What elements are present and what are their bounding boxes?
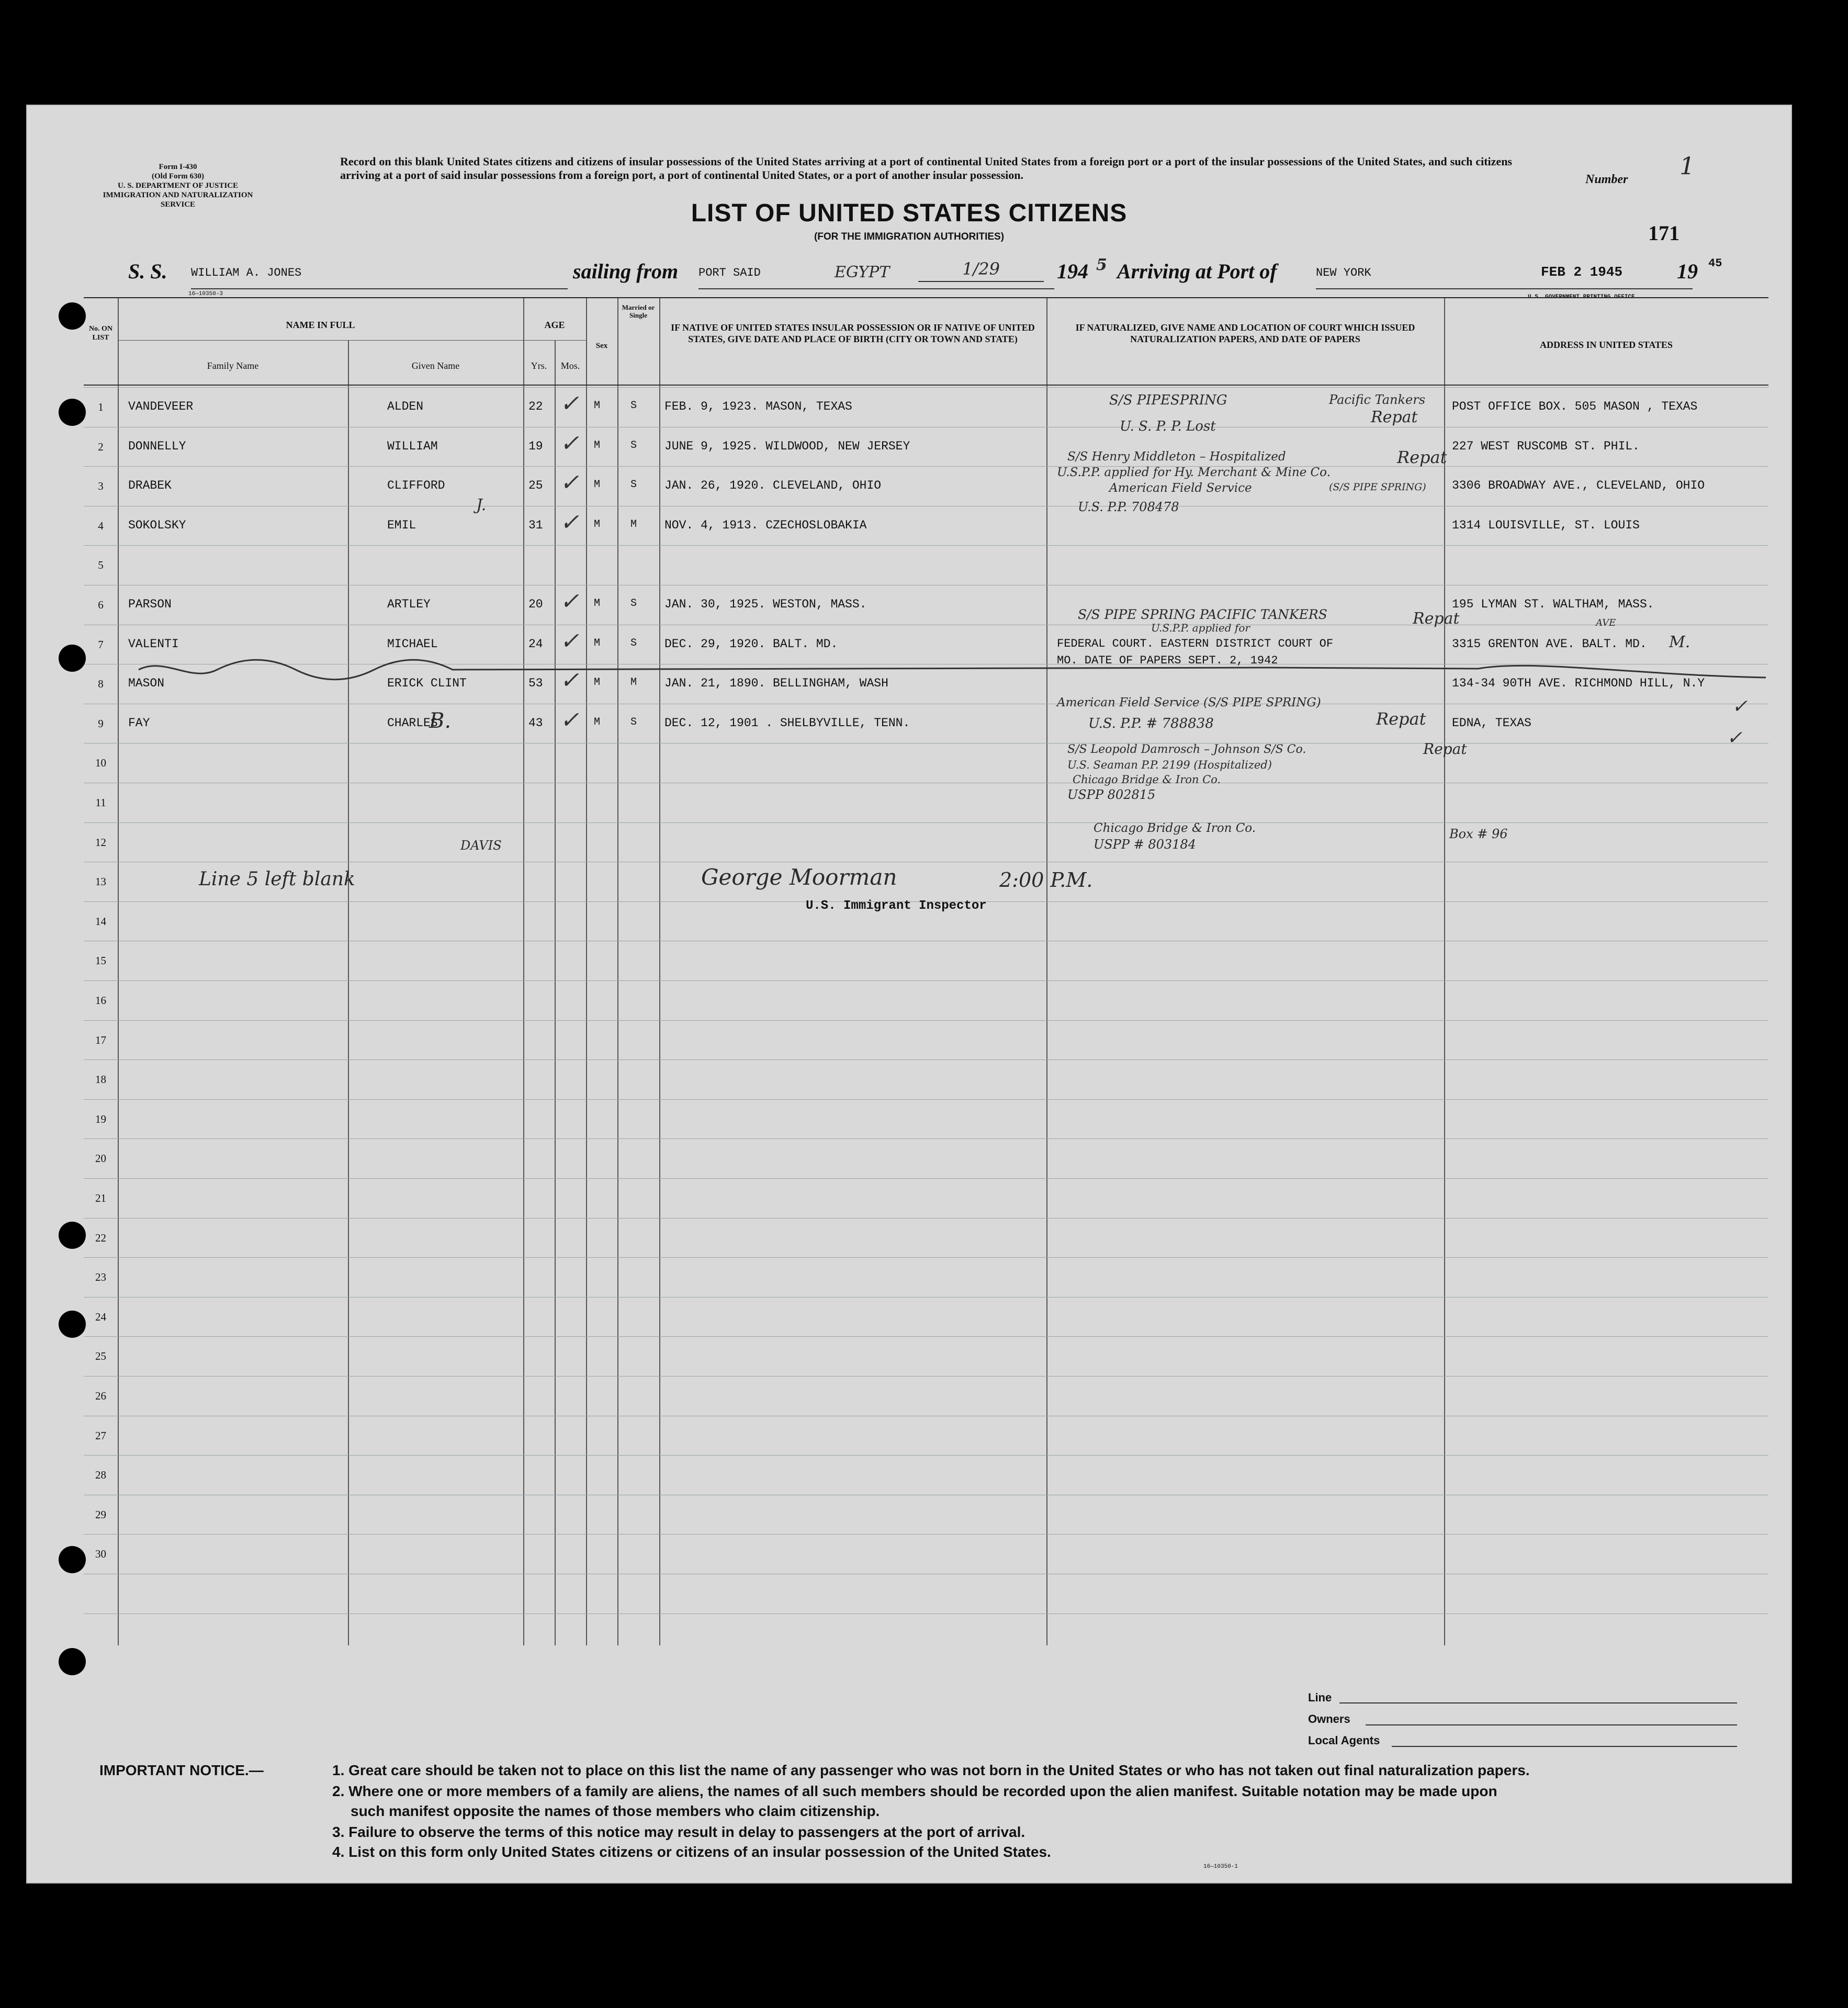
notice-item-4: 4. List on this form only United States citizens or citizens of an insular possession of the United States.: [332, 1844, 1051, 1860]
col-divider: [1046, 298, 1047, 1645]
passenger-sex: M: [594, 400, 601, 412]
row-number: 18: [95, 1073, 106, 1086]
arriving-label: Arriving at Port of: [1117, 260, 1277, 283]
row-number: 17: [95, 1033, 106, 1046]
passenger-marital-status: S: [630, 400, 637, 412]
row-number: 8: [98, 678, 104, 691]
passenger-address: 3315 GRENTON AVE. BALT. MD.: [1452, 637, 1647, 651]
hw-row4-ship: S/S PIPE SPRING PACIFIC TANKERS: [1078, 607, 1327, 622]
hw-row1-status: Repat: [1371, 408, 1418, 426]
year-suffix: 5: [1096, 256, 1107, 274]
number-value: 1: [1680, 152, 1695, 180]
row-number: 16: [95, 994, 106, 1007]
print-code-top: 16—10350-3: [188, 291, 223, 297]
row-rule: [84, 1178, 1768, 1179]
hw-row7-passport: U.S. Seaman P.P. 2199 (Hospitalized): [1067, 759, 1272, 771]
port-to: NEW YORK: [1316, 259, 1693, 289]
passenger-birth: DEC. 29, 1920. BALT. MD.: [664, 637, 838, 651]
row-rule: [84, 1297, 1768, 1298]
check-mark-icon: ✓: [560, 667, 579, 694]
inspector-signature: George Moorman: [701, 864, 897, 890]
passenger-address: EDNA, TEXAS: [1452, 716, 1531, 730]
header-no-on-list: No. ON LIST: [88, 325, 113, 342]
row-number: 28: [95, 1469, 106, 1482]
col-divider: [617, 298, 618, 1645]
row-rule: [84, 387, 1768, 388]
header-bottom-line: [84, 385, 1768, 386]
passenger-marital-status: M: [630, 518, 637, 531]
hw-given-initial-row6: B.: [429, 709, 452, 733]
row-rule: [84, 1257, 1768, 1258]
arrival-date-stamp: FEB 2 1945: [1541, 264, 1623, 280]
passenger-address: POST OFFICE BOX. 505 MASON , TEXAS: [1452, 400, 1698, 413]
passenger-given-name: WILLIAM: [387, 439, 438, 453]
year-value: 45: [1708, 257, 1722, 270]
passenger-address: 195 LYMAN ST. WALTHAM, MASS.: [1452, 597, 1654, 611]
passenger-address: 3306 BROADWAY AVE., CLEVELAND, OHIO: [1452, 479, 1705, 493]
passenger-sex: M: [594, 518, 601, 531]
hw-row9-employer: Chicago Bridge & Iron Co.: [1094, 821, 1256, 835]
binder-hole: [59, 302, 86, 330]
col-divider: [586, 298, 587, 1645]
header-address: ADDRESS IN UNITED STATES: [1540, 340, 1673, 350]
passenger-given-name: ARTLEY: [387, 597, 431, 611]
row-rule: [84, 1059, 1768, 1060]
passenger-birth: JUNE 9, 1925. WILDWOOD, NEW JERSEY: [664, 439, 910, 453]
passenger-birth: DEC. 12, 1901 . SHELBYVILLE, TENN.: [664, 716, 910, 730]
margin-check-mark: ✓: [1732, 696, 1748, 717]
number-label: Number: [1585, 173, 1628, 186]
passenger-address: 227 WEST RUSCOMB ST. PHIL.: [1452, 439, 1640, 453]
manifest-sheet: [26, 105, 1792, 1883]
hw-given-initial-row3: J.: [476, 496, 487, 514]
binder-hole: [59, 1222, 86, 1249]
naturalization-court: FEDERAL COURT. EASTERN DISTRICT COURT OF: [1057, 637, 1334, 650]
hw-row2-passport: U.S.P.P. applied for Hy. Merchant & Mine Co.: [1057, 466, 1331, 479]
row-rule: [84, 1138, 1768, 1139]
notice-heading: IMPORTANT NOTICE.—: [99, 1762, 264, 1778]
row-number: 27: [95, 1429, 106, 1442]
page-title: LIST OF UNITED STATES CITIZENS: [691, 199, 1128, 227]
passenger-family-name: VALENTI: [128, 637, 179, 651]
binder-hole: [59, 1546, 86, 1573]
row-rule: [84, 1336, 1768, 1337]
passenger-age-years: 19: [528, 439, 543, 453]
row-rule: [84, 1218, 1768, 1219]
row-number: 20: [95, 1152, 106, 1165]
header-sex: Sex: [595, 342, 608, 350]
passenger-family-name: DRABEK: [128, 479, 172, 493]
sailing-label: sailing from: [573, 260, 679, 283]
passenger-birth: NOV. 4, 1913. CZECHOSLOBAKIA: [664, 518, 867, 532]
passenger-address: 134-34 90TH AVE. RICHMOND HILL, N.Y: [1452, 676, 1705, 691]
col-divider: [523, 298, 524, 1645]
print-office: U.S. GOVERNMENT PRINTING OFFICE: [1528, 294, 1635, 300]
hw-row6-service: American Field Service (S/S PIPE SPRING): [1057, 696, 1321, 709]
hw-row8-employer: Chicago Bridge & Iron Co.: [1073, 773, 1221, 786]
hw-row6-passport: U.S. P.P. # 788838: [1088, 716, 1214, 731]
row-rule: [84, 980, 1768, 981]
binder-hole: [59, 645, 86, 672]
row-rule: [84, 822, 1768, 823]
hw-row7-status: Repat: [1423, 740, 1467, 758]
year-prefix: 194: [1057, 260, 1088, 283]
passenger-marital-status: S: [630, 637, 637, 649]
page-number: 171: [1648, 221, 1680, 245]
row-number: 19: [95, 1112, 106, 1125]
hw-middle-name-row9: DAVIS: [460, 838, 502, 853]
hw-row2-ship: S/S Henry Middleton – Hospitalized: [1067, 450, 1286, 464]
passenger-age-years: 43: [528, 716, 543, 730]
passenger-marital-status: S: [630, 716, 637, 728]
passenger-given-name: CHARLES: [387, 716, 438, 730]
passenger-given-name: ERICK CLINT: [387, 676, 467, 691]
row-number: 11: [95, 796, 106, 809]
passenger-marital-status: M: [630, 676, 637, 689]
passenger-given-name: ALDEN: [387, 400, 424, 413]
print-code-bottom: 16—10350-1: [1203, 1864, 1238, 1870]
row-rule: [84, 1020, 1768, 1021]
row-rule: [84, 1099, 1768, 1100]
row-number: 26: [95, 1390, 106, 1402]
notice-item-2: 2. Where one or more members of a family are aliens, the names of all such members should be recorded upon the alien manifest. Suitable notation may be made upon: [332, 1783, 1497, 1799]
passenger-sex: M: [594, 479, 601, 491]
row-number: 30: [95, 1548, 106, 1561]
footer-owners-rule: [1366, 1724, 1737, 1725]
row-rule: [84, 466, 1768, 467]
binder-hole: [59, 1311, 86, 1338]
footer-agents-rule: [1392, 1746, 1737, 1747]
row-number: 24: [95, 1310, 106, 1323]
voyage-line: [128, 256, 1750, 290]
header-subline: [118, 340, 586, 341]
ship-name: WILLIAM A. JONES: [191, 259, 568, 289]
hw-row1-passport: U. S. P. P. Lost: [1120, 419, 1216, 434]
col-divider: [555, 340, 556, 1645]
passenger-marital-status: S: [630, 479, 637, 491]
header-naturalized: IF NATURALIZED, GIVE NAME AND LOCATION OF COURT WHICH ISSUED NATURALIZATION PAPERS, AND DATE OF PAPERS: [1075, 322, 1415, 344]
passenger-given-name: CLIFFORD: [387, 479, 445, 493]
hw-row4-passport: U.S.P.P. applied for: [1151, 622, 1250, 634]
hw-row8-passport: USPP 802815: [1067, 787, 1156, 802]
binder-hole: [59, 399, 86, 426]
notice-item-3: 3. Failure to observe the terms of this notice may result in delay to passengers at the port of arrival.: [332, 1824, 1026, 1840]
check-mark-icon: ✓: [560, 430, 579, 457]
hw-row6-status: Repat: [1376, 709, 1426, 729]
passenger-age-years: 25: [528, 479, 543, 493]
year-label: 19: [1677, 260, 1698, 283]
col-divider: [348, 340, 349, 1645]
row-number: 10: [95, 757, 106, 770]
notice-item-2-cont: such manifest opposite the names of those members who claim citizenship.: [351, 1803, 880, 1819]
notice-item-1: 1. Great care should be taken not to place on this list the name of any passenger who was not born in the United States or who has not taken out final naturalization papers.: [332, 1762, 1530, 1778]
hw-row4-status: Repat: [1413, 610, 1460, 628]
check-mark-icon: ✓: [560, 509, 579, 536]
passenger-marital-status: S: [630, 439, 637, 452]
passenger-age-years: 22: [528, 400, 543, 413]
row-rule: [84, 1455, 1768, 1456]
passenger-age-years: 20: [528, 597, 543, 611]
check-mark-icon: ✓: [560, 469, 579, 497]
row-rule: [84, 1376, 1768, 1377]
passenger-family-name: SOKOLSKY: [128, 518, 186, 532]
passenger-sex: M: [594, 716, 601, 728]
row-number: 13: [95, 875, 106, 888]
row-number: 3: [98, 480, 104, 493]
passenger-given-name: EMIL: [387, 518, 416, 532]
passenger-given-name: MICHAEL: [387, 637, 438, 651]
row-number: 1: [98, 401, 104, 413]
hw-row1-company: Pacific Tankers: [1329, 392, 1426, 407]
instructions: Record on this blank United States citizens and citizens of insular possessions of the United States arriving at a port of continental United States from a foreign port or a port of the insular possessions of the United States, and such citizens arriving at a port of said insular possessions from a foreign port, a port of continental United States, or a port of another insular possession.: [340, 155, 1512, 182]
row-rule: [84, 1534, 1768, 1535]
passenger-birth: JAN. 26, 1920. CLEVELAND, OHIO: [664, 479, 882, 493]
footer-owners-label: Owners: [1308, 1712, 1350, 1725]
row-number: 4: [98, 519, 104, 532]
header-given-name: Given Name: [411, 360, 460, 371]
hw-row7-ship: S/S Leopold Damrosch – Johnson S/S Co.: [1067, 743, 1306, 756]
passenger-table: [84, 291, 1768, 1645]
ss-label: S. S.: [128, 260, 167, 283]
passenger-birth: FEB. 9, 1923. MASON, TEXAS: [664, 400, 852, 413]
passenger-family-name: FAY: [128, 716, 150, 730]
hw-row3-service: American Field Service: [1109, 481, 1252, 495]
port-from: PORT SAID: [698, 259, 1054, 289]
hw-address-state-row4: M.: [1669, 633, 1691, 651]
passenger-address: 1314 LOUISVILLE, ST. LOUIS: [1452, 518, 1640, 532]
row-number: 5: [98, 559, 104, 572]
col-divider: [118, 298, 119, 1645]
naturalization-date: MO. DATE OF PAPERS SEPT. 2, 1942: [1057, 654, 1278, 667]
row-number: 6: [98, 599, 104, 611]
row-number: 7: [98, 638, 104, 651]
header-yrs: Yrs.: [531, 360, 547, 371]
line-5-strike: [118, 654, 1766, 685]
hw-row3-passport: U.S. P.P. 708478: [1078, 500, 1179, 514]
date-from: 1/29: [918, 259, 1044, 282]
row-rule: [84, 545, 1768, 546]
signature-time: 2:00 P.M.: [999, 868, 1093, 892]
passenger-birth: JAN. 21, 1890. BELLINGHAM, WASH: [664, 676, 888, 691]
old-form-number: (Old Form 630): [152, 172, 204, 181]
row-number: 14: [95, 915, 106, 928]
department: U. S. DEPARTMENT OF JUSTICE: [117, 182, 239, 190]
hw-row3-ship: (S/S PIPE SPRING): [1329, 481, 1426, 493]
row-number: 29: [95, 1508, 106, 1521]
hw-line5-note: Line 5 left blank: [199, 868, 355, 890]
passenger-sex: M: [594, 637, 601, 649]
header-married-single: Married or Single: [622, 303, 655, 319]
passenger-sex: M: [594, 439, 601, 452]
row-number: 12: [95, 836, 106, 849]
passenger-family-name: MASON: [128, 676, 165, 691]
binder-hole: [59, 1648, 86, 1675]
header-family-name: Family Name: [207, 360, 259, 371]
row-number: 21: [95, 1192, 106, 1204]
footer-line-rule: [1339, 1702, 1737, 1704]
header-mos: Mos.: [560, 360, 580, 371]
header-birth: IF NATIVE OF UNITED STATES INSULAR POSSESSION OR IF NATIVE OF UNITED STATES, GIVE DATE AND PLACE OF BIRTH (CITY OR TOWN AND STATE): [671, 322, 1035, 344]
page-subtitle: (FOR THE IMMIGRATION AUTHORITIES): [814, 231, 1005, 242]
row-number: 22: [95, 1231, 106, 1244]
hw-address-ave-row4: AVE: [1596, 617, 1616, 628]
passenger-age-years: 53: [528, 676, 543, 691]
row-number: 9: [98, 717, 104, 730]
passenger-family-name: VANDEVEER: [128, 400, 194, 413]
passenger-age-years: 24: [528, 637, 543, 651]
row-number: 23: [95, 1271, 106, 1284]
passenger-family-name: DONNELLY: [128, 439, 186, 453]
check-mark-icon: ✓: [560, 706, 579, 734]
margin-check-mark: ✓: [1727, 727, 1743, 749]
country-from: EGYPT: [835, 263, 890, 281]
hw-row2-status: Repat: [1397, 447, 1447, 467]
passenger-sex: M: [594, 676, 601, 689]
footer-line-label: Line: [1308, 1691, 1332, 1704]
row-number: 2: [98, 440, 104, 453]
passenger-marital-status: S: [630, 597, 637, 610]
service: IMMIGRATION AND NATURALIZATION SERVICE: [103, 191, 253, 209]
passenger-birth: JAN. 30, 1925. WESTON, MASS.: [664, 597, 867, 611]
row-number: 15: [95, 954, 106, 967]
hw-row1-ship: S/S PIPESPRING: [1109, 392, 1227, 408]
inspector-label: U.S. Immigrant Inspector: [806, 899, 987, 913]
check-mark-icon: ✓: [560, 627, 579, 655]
form-number: Form I-430: [159, 163, 197, 171]
check-mark-icon: ✓: [560, 390, 579, 417]
header-age: AGE: [544, 320, 565, 330]
hw-row9-passport: USPP # 803184: [1094, 837, 1196, 852]
footer-agents-label: Local Agents: [1308, 1734, 1380, 1747]
passenger-age-years: 31: [528, 518, 543, 532]
passenger-sex: M: [594, 597, 601, 610]
row-number: 25: [95, 1350, 106, 1363]
header-name-in-full: NAME IN FULL: [286, 320, 355, 330]
hw-address-box-row9: Box # 96: [1449, 827, 1508, 841]
passenger-family-name: PARSON: [128, 597, 172, 611]
col-divider: [1444, 298, 1445, 1645]
col-divider: [659, 298, 660, 1645]
check-mark-icon: ✓: [560, 588, 579, 615]
